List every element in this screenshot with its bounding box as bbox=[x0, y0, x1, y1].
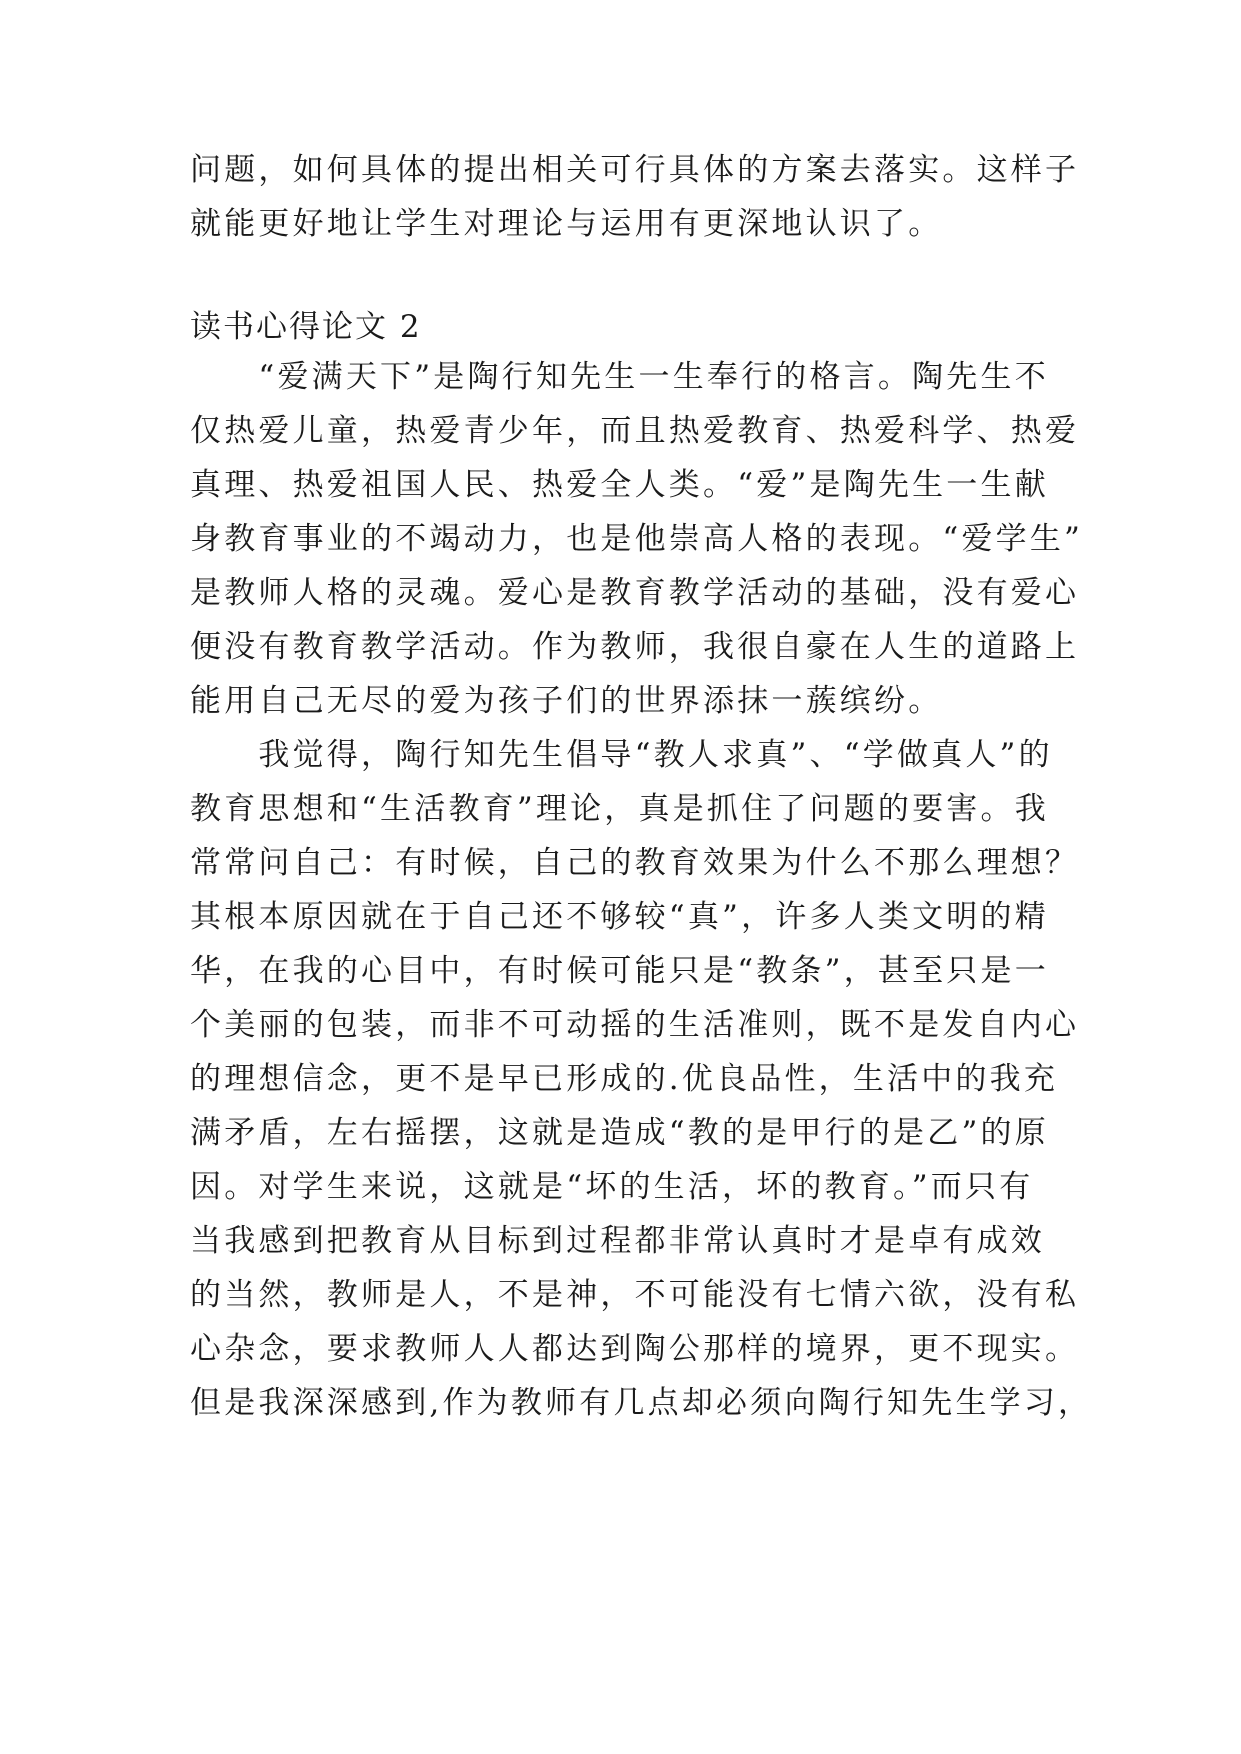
paragraph1-line: 是教师人格的灵魂。爱心是教育教学活动的基础，没有爱心 bbox=[190, 575, 1080, 611]
intro-line: 问题，如何具体的提出相关可行具体的方案去落实。这样子 bbox=[190, 152, 1080, 188]
paragraph1-line: 身教育事业的不竭动力，也是他崇高人格的表现。“爱学生” bbox=[190, 521, 1084, 557]
paragraph2-line: 华，在我的心目中，有时候可能只是“教条”，甚至只是一 bbox=[190, 953, 1049, 989]
paragraph1-line: 仅热爱儿童，热爱青少年，而且热爱教育、热爱科学、热爱 bbox=[190, 413, 1080, 449]
paragraph1-line: 真理、热爱祖国人民、热爱全人类。“爱”是陶先生一生献 bbox=[190, 467, 1049, 503]
paragraph1-line: 便没有教育教学活动。作为教师，我很自豪在人生的道路上 bbox=[190, 629, 1080, 665]
paragraph2-line: 常常问自己：有时候，自己的教育效果为什么不那么理想？ bbox=[190, 845, 1080, 881]
paragraph2-line: 教育思想和“生活教育”理论，真是抓住了问题的要害。我 bbox=[190, 791, 1049, 827]
paragraph2-line: 我觉得，陶行知先生倡导“教人求真”、“学做真人”的 bbox=[190, 737, 1053, 773]
intro-line: 就能更好地让学生对理论与运用有更深地认识了。 bbox=[190, 206, 943, 242]
paragraph2-line: 当我感到把教育从目标到过程都非常认真时才是卓有成效 bbox=[190, 1223, 1045, 1259]
section-title: 读书心得论文 2 bbox=[190, 309, 422, 345]
paragraph2-line: 因。对学生来说，这就是“坏的生活，坏的教育。”而只有 bbox=[190, 1169, 1034, 1205]
paragraph2-line: 的理想信念，更不是早已形成的.优良品性，生活中的我充 bbox=[190, 1061, 1059, 1097]
paragraph2-line: 的当然，教师是人，不是神，不可能没有七情六欲，没有私 bbox=[190, 1277, 1080, 1313]
paragraph2-line: 个美丽的包装，而非不可动摇的生活准则，既不是发自内心 bbox=[190, 1007, 1080, 1043]
paragraph2-line: 心杂念，要求教师人人都达到陶公那样的境界，更不现实。 bbox=[190, 1331, 1080, 1367]
paragraph2-line: 但是我深深感到,作为教师有几点却必须向陶行知先生学习， bbox=[190, 1385, 1093, 1421]
paragraph1-line: “爱满天下”是陶行知先生一生奉行的格言。陶先生不 bbox=[190, 359, 1049, 395]
paragraph2-line: 满矛盾，左右摇摆，这就是造成“教的是甲行的是乙”的原 bbox=[190, 1115, 1049, 1151]
paragraph2-line: 其根本原因就在于自己还不够较“真”，许多人类文明的精 bbox=[190, 899, 1049, 935]
paragraph1-line: 能用自己无尽的爱为孩子们的世界添抹一蔟缤纷。 bbox=[190, 683, 943, 719]
